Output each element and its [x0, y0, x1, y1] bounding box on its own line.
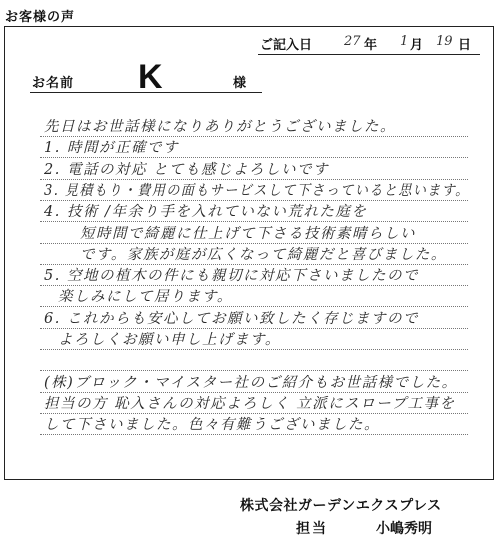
comment-line: 先日はお世話様になりありがとうございました。 [44, 119, 396, 135]
date-year: 27 [344, 34, 361, 49]
entry-date [260, 34, 480, 52]
page-header-title: お客様の声 [5, 10, 76, 25]
comment-line: 短時間で綺麗に仕上げて下さる技術素晴らしい [80, 225, 416, 242]
date-month-unit: 月 [410, 38, 424, 53]
comment-line: 4. 技術 /年余り手を入れていない荒れた庭を [44, 204, 368, 221]
date-month: 1 [400, 34, 409, 49]
company-name: 株式会社ガーデンエクスプレス [240, 498, 442, 514]
name-label: お名前 [32, 76, 75, 91]
date-underline [258, 54, 480, 55]
date-label: ご記入日 [260, 38, 313, 53]
comment-line: 5. 空地の植木の件にも親切に対応下さいましたので [44, 268, 419, 285]
name-honorific: 様 [233, 76, 247, 91]
name-underline [30, 92, 262, 93]
comment-line: よろしくお願い申し上げます。 [58, 332, 281, 348]
comment-line: 楽しみにして居ります。 [58, 289, 233, 306]
comment-line: 3. 見積もり・費用の面もサービスして下さっていると思います。 [44, 182, 470, 199]
comment-line: して下さいました。色々有難うございました。 [44, 417, 380, 434]
staff-name: 小嶋秀明 [376, 521, 432, 537]
comment-line: (株)ブロック・マイスター社のご紹介もお世話様でした。 [44, 374, 458, 391]
date-year-unit: 年 [364, 38, 378, 53]
comment-line: 6. これからも安心してお願い致したく存じますので [44, 310, 419, 327]
comment-line: 2. 電話の対応 とても感じよろしいです [44, 161, 330, 178]
date-day-unit: 日 [458, 38, 472, 53]
comment-line: 1. 時間が正確です [44, 140, 179, 157]
comment-line: です。家族が庭が広くなって綺麗だと喜びました。 [80, 246, 447, 263]
date-day: 19 [436, 34, 453, 49]
customer-name: K [138, 58, 163, 96]
comment-line: 担当の方 恥入さんの対応よろしく 立派にスロープ工事を [44, 395, 456, 412]
staff-label: 担当 [296, 521, 328, 537]
